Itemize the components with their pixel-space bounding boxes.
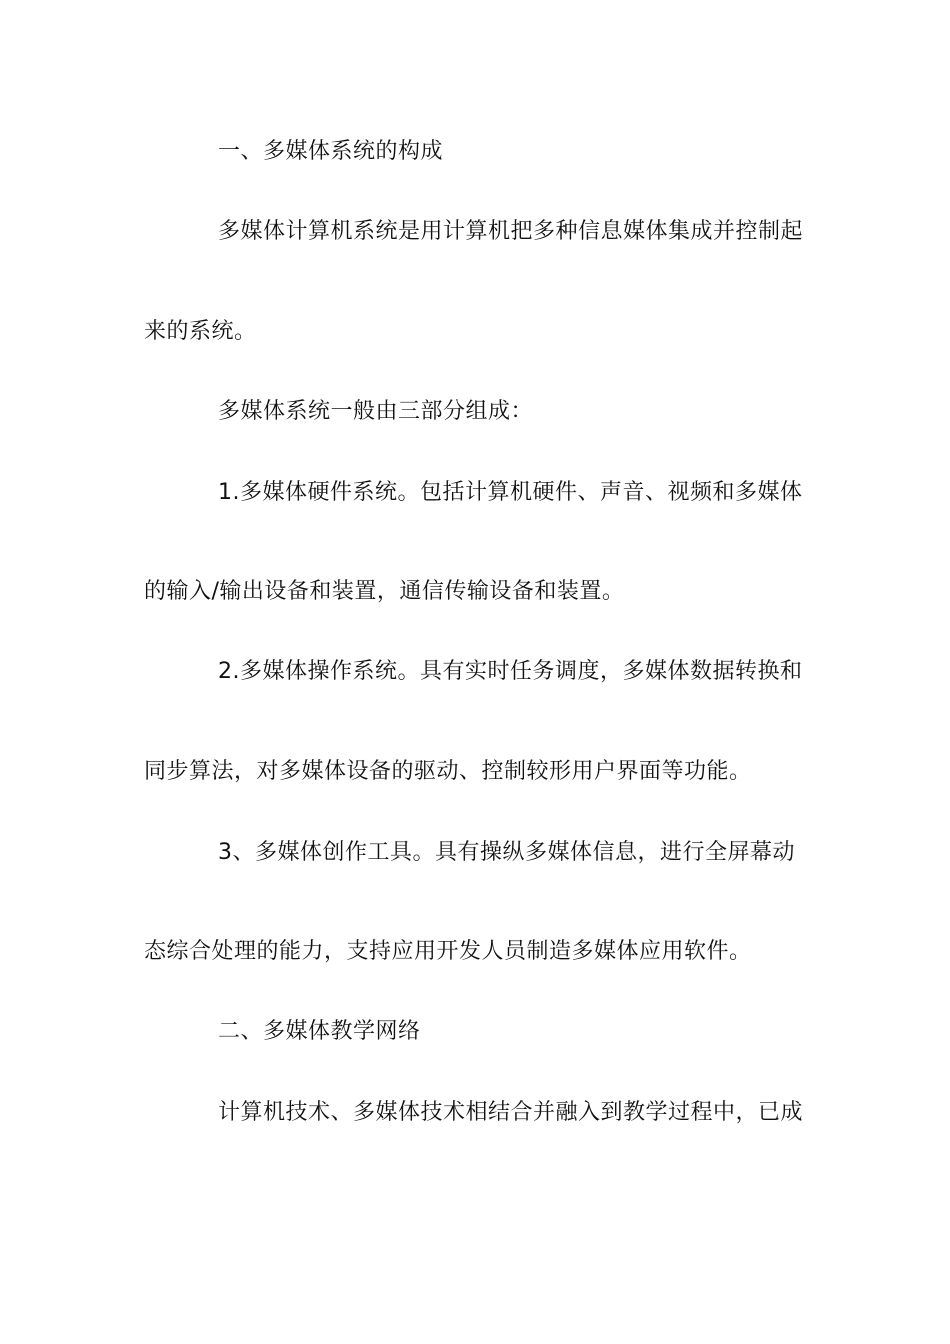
paragraph-line: 计算机技术、多媒体技术相结合并融入到教学过程中，已成	[218, 1100, 804, 1125]
section-heading-2: 二、多媒体教学网络	[218, 1019, 421, 1044]
paragraph-line: 多媒体系统一般由三部分组成：	[218, 399, 534, 424]
list-item-line: 3、多媒体创作工具。具有操纵多媒体信息，进行全屏幕动	[218, 840, 795, 865]
paragraph-line: 来的系统。	[144, 319, 257, 344]
list-item-line: 态综合处理的能力，支持应用开发人员制造多媒体应用软件。	[144, 939, 752, 964]
list-item-line: 的输入/输出设备和装置，通信传输设备和装置。	[144, 579, 625, 604]
list-item-line: 1.多媒体硬件系统。包括计算机硬件、声音、视频和多媒体	[218, 480, 803, 505]
paragraph-line: 多媒体计算机系统是用计算机把多种信息媒体集成并控制起	[218, 219, 804, 244]
section-heading-1: 一、多媒体系统的构成	[218, 139, 444, 164]
list-item-line: 同步算法，对多媒体设备的驱动、控制较形用户界面等功能。	[144, 759, 752, 784]
list-item-line: 2.多媒体操作系统。具有实时任务调度，多媒体数据转换和	[218, 659, 803, 684]
